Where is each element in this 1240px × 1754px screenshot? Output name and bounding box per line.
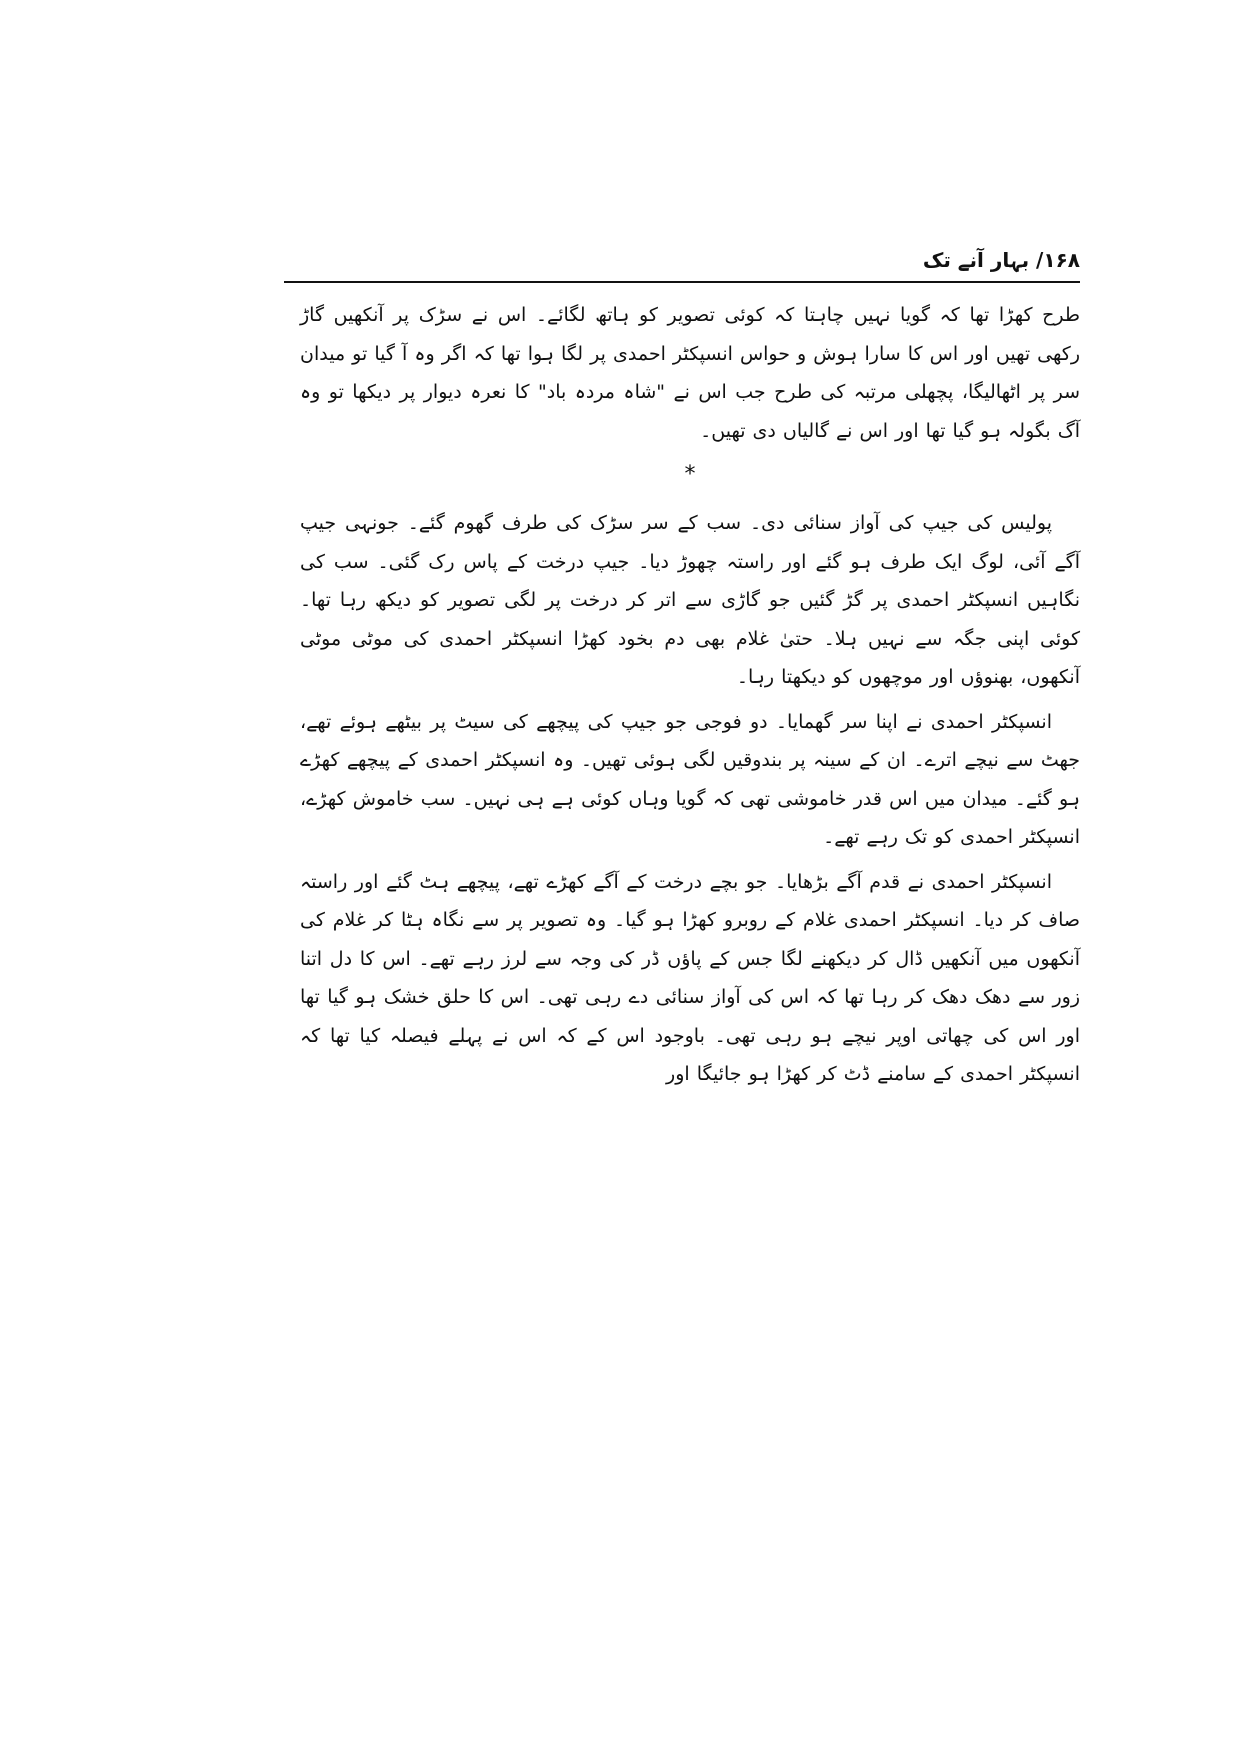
paragraph-3: انسپکٹر احمدی نے اپنا سر گھمایا۔ دو فوجی جو جیپ کی پیچھے کی سیٹ پر بیٹھے ہوئے تھے، جھٹ سے نیچے اترے۔ ان کے سینہ پر بندوقیں لگی ہوئی تھیں۔ وہ انسپکٹر احمدی کے پیچھے کھڑے ہو گئے۔ میدان میں اس قدر خاموشی تھی کہ گویا وہاں کوئی ہے ہی نہیں۔ سب خاموش کھڑے، انسپکٹر احمدی کو تک رہے تھے۔ <box>300 710 1080 848</box>
section-separator: * <box>684 462 696 487</box>
page-body <box>300 296 1080 1094</box>
header-rule <box>284 281 1080 283</box>
paragraph-4: انسپکٹر احمدی نے قدم آگے بڑھایا۔ جو بچے درخت کے آگے کھڑے تھے، پیچھے ہٹ گئے اور راستہ صاف کر دیا۔ انسپکٹر احمدی غلام کے روبرو کھڑا ہو گیا۔ وہ تصویر پر سے نگاہ ہٹا کر غلام کی آنکھوں میں آنکھیں ڈال کر دیکھنے لگا جس کے پاؤں ڈر کی وجہ سے لرز رہے تھے۔ اس کا دل اتنا زور سے دھک دھک کر رہا تھا کہ اس کی آواز سنائی دے رہی تھی۔ اس کا حلق خشک ہو گیا تھا اور اس کی چھاتی اوپر نیچے ہو رہی تھی۔ باوجود اس کے کہ اس نے پہلے فیصلہ کیا تھا کہ انسپکٹر احمدی کے سامنے ڈٹ کر کھڑا ہو جائیگا اور <box>300 870 1080 1085</box>
running-header <box>284 240 1080 280</box>
paragraph-2: پولیس کی جیپ کی آواز سنائی دی۔ سب کے سر سڑک کی طرف گھوم گئے۔ جونہی جیپ آگے آئی، لوگ ایک طرف ہو گئے اور راستہ چھوڑ دیا۔ جیپ درخت کے پاس رک گئی۔ سب کی نگاہیں انسپکٹر احمدی پر گڑ گئیں جو گاڑی سے اتر کر درخت پر لگی تصویر کو دیکھ رہا تھا۔ کوئی اپنی جگہ سے نہیں ہلا۔ حتیٰ غلام بھی دم بخود کھڑا انسپکٹر احمدی کی موٹی موٹی آنکھوں، بھنوؤں اور موچھوں کو دیکھتا رہا۔ <box>300 512 1080 688</box>
page-number-and-book-title: ۱۶۸/ بہار آنے تک <box>922 248 1080 272</box>
paragraph-1: طرح کھڑا تھا کہ گویا نہیں چاہتا کہ کوئی تصویر کو ہاتھ لگائے۔ اس نے سڑک پر آنکھیں گاڑ رکھی تھیں اور اس کا سارا ہوش و حواس انسپکٹر احمدی پر لگا ہوا تھا کہ اگر وہ آ گیا تو میدان سر پر اٹھالیگا، پچھلی مرتبہ کی طرح جب اس نے "شاہ مردہ باد" کا نعرہ دیوار پر دیکھا تو وہ آگ بگولہ ہو گیا تھا اور اس نے گالیاں دی تھیں۔ <box>300 304 1080 442</box>
